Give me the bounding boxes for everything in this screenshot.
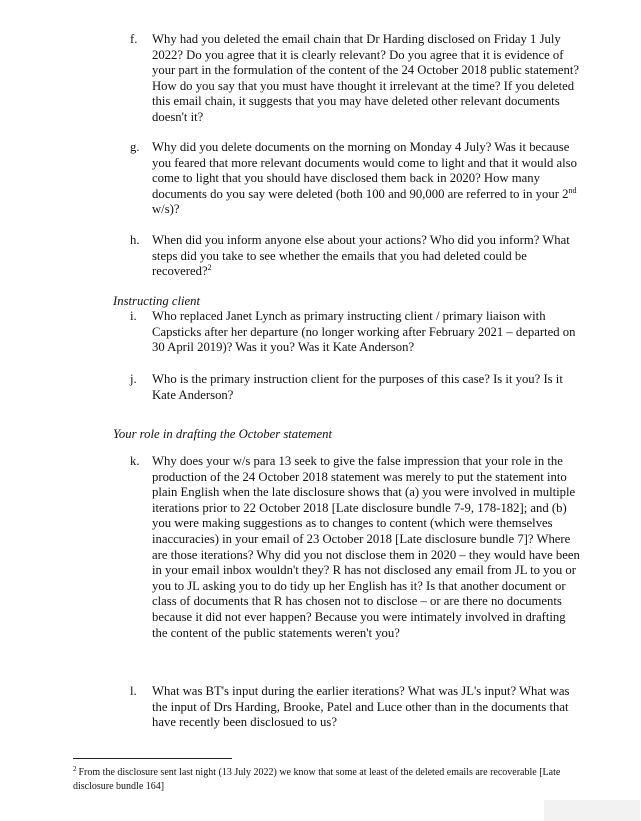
question-text-end: w/s)?: [152, 202, 180, 217]
footnote-mark: 2: [73, 764, 77, 773]
question-text: Who is the primary instruction client for the purposes of this case? Is it you? Is it Kate Anderson?: [152, 372, 563, 402]
question-label: h.: [130, 233, 140, 247]
question-text-main: Why did you delete documents on the morning on Monday 4 July? Was it because you feared that more relevant documents would come to light and that it would also come to light that you should have disclosed them back in 2020? How many documents do you say were deleted (both 100 and 90,000 are referred to in your 2: [152, 140, 577, 201]
footnote-divider: [73, 758, 232, 759]
question-label: g.: [130, 140, 140, 154]
question-text: Why does your w/s para 13 seek to give the false impression that your role in the production of the 24 October 2018 statement was merely to put the statement into plain English when the late disclosure shows that (a) you were involved in multiple iterations prior to 22 October 2018 [Late disclosure bundle 7-9, 178-182]; and (b) you were making suggestions as to changes to content (which were themselves inaccuracies) in your email of 23 October 2018 [Late disclosure bundle 7]? Where are those iterations? Why did you not disclose them in 2020 – they would have been in your email inbox wouldn't they? R has not disclosed any email from JL to you or you to JL asking you to do tidy up her English has it? Is that another document or class of documents that R has chosen not to disclose – or are there no documents because it did not ever happen? Because you were intimately involved in drafting the content of the public statements weren't you?: [152, 454, 580, 640]
question-l: [130, 684, 580, 731]
question-text: [152, 140, 580, 218]
question-label: l.: [130, 684, 137, 698]
section-heading-instructing-client: Instructing client: [113, 294, 201, 308]
footnote-text: From the disclosure sent last night (13 July 2022) we know that some at least of the deleted emails are recoverable [Late disclosure bundle 164]: [73, 767, 561, 792]
footnote-reference[interactable]: 2: [207, 262, 212, 272]
question-f: [130, 32, 580, 126]
question-i: [130, 309, 580, 356]
question-g: [130, 140, 580, 218]
question-text: What was BT's input during the earlier iterations? What was JL's input? What was the input of Drs Harding, Brooke, Patel and Luce other than in the documents that have recently been disclosued to us?: [152, 684, 570, 730]
question-text: Who replaced Janet Lynch as primary instructing client / primary liaison with Capsticks after her departure (no longer working after February 2021 – departed on 30 April 2019)? Was it you? Was it Kate Anderson?: [152, 309, 576, 355]
footnote: [73, 766, 593, 793]
question-text-main: When did you inform anyone else about your actions? Who did you inform? What steps did you take to see whether the emails that you had deleted could be recovered?: [152, 233, 570, 279]
ordinal-superscript: nd: [568, 185, 577, 195]
question-label: i.: [130, 309, 137, 323]
section-heading-your-role: Your role in drafting the October statement: [113, 427, 332, 441]
question-k: [130, 454, 580, 641]
page-corner-shade: [544, 800, 640, 821]
question-label: j.: [130, 372, 137, 386]
question-label: f.: [130, 32, 138, 46]
question-text: [152, 233, 580, 280]
question-j: [130, 372, 580, 403]
question-h: [130, 233, 580, 280]
question-label: k.: [130, 454, 140, 468]
question-text: Why had you deleted the email chain that Dr Harding disclosed on Friday 1 July 2022? Do you agree that it is clearly relevant? Do you agree that it is evidence of your part in the formulation of the content of the 24 October 2018 public statement? How do you say that you must have thought it irrelevant at the time? If you deleted this email chain, it suggests that you may have deleted other relevant documents doesn't it?: [152, 32, 580, 124]
